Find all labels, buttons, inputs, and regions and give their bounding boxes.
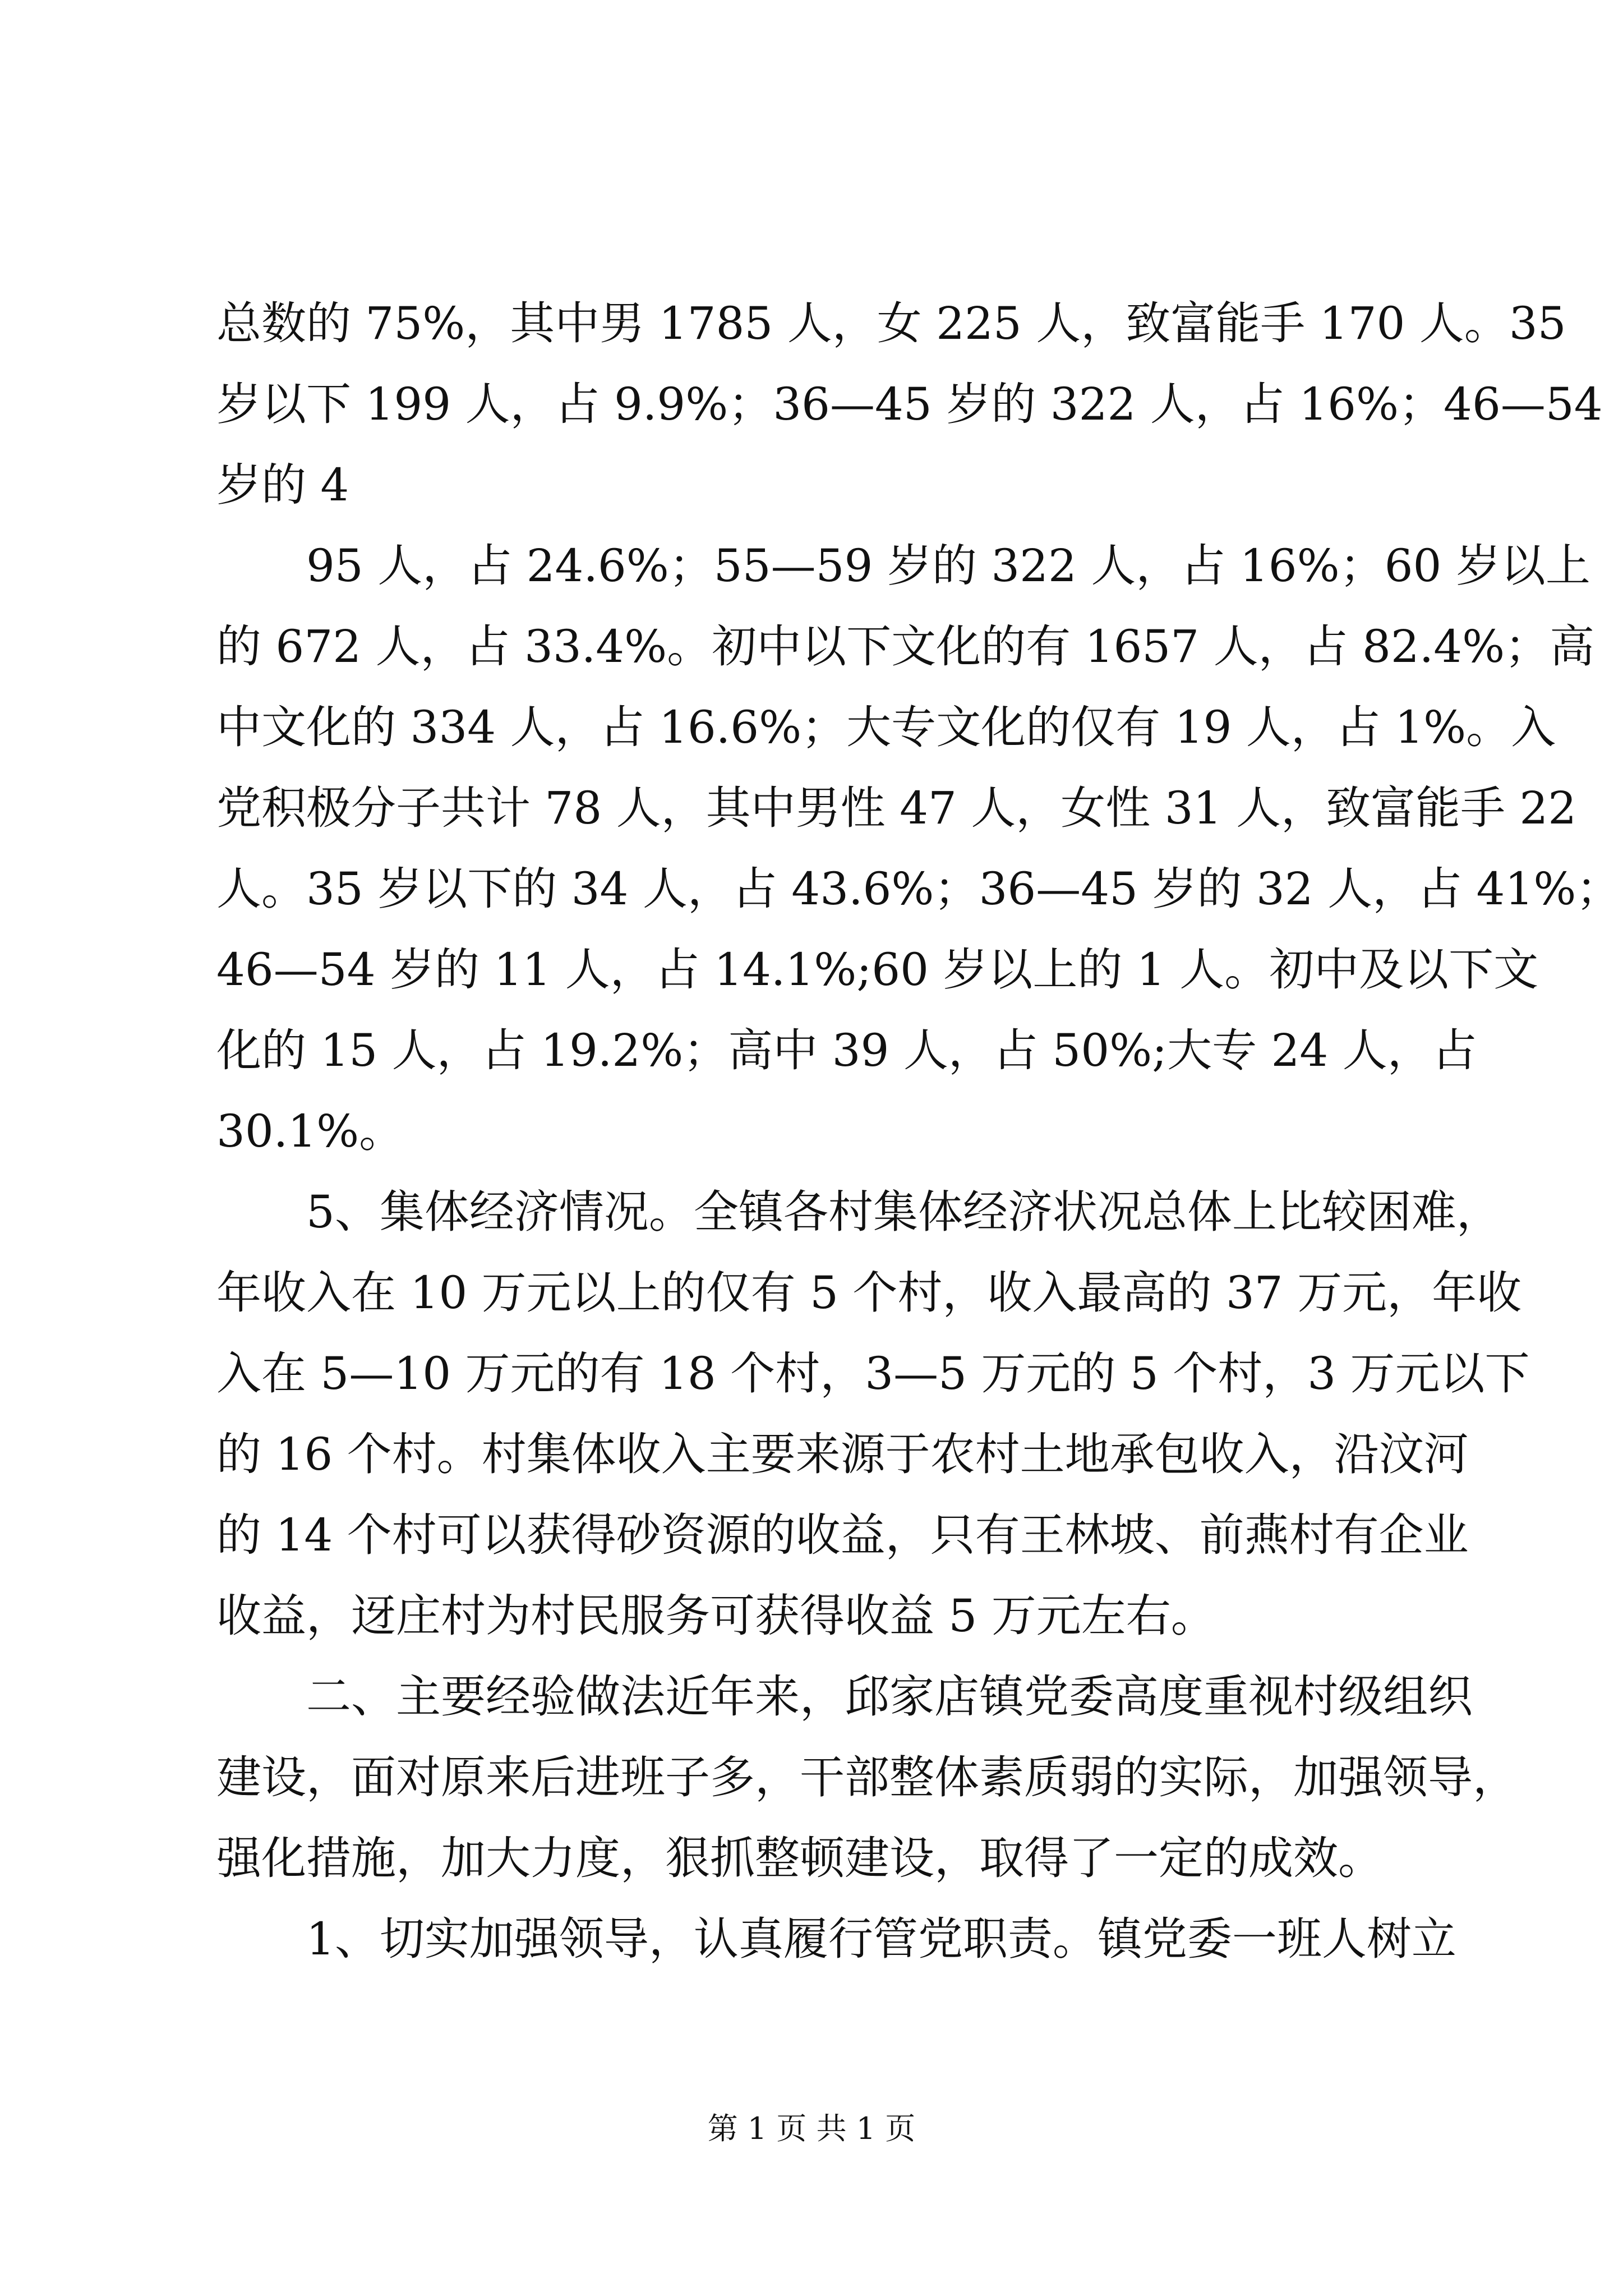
text-line: 化的 15 人，占 19.2%；高中 39 人，占 50%;大专 24 人，占 (216, 1024, 1477, 1076)
text-line: 强化措施，加大力度，狠抓整顿建设，取得了一定的成效。 (216, 1832, 1383, 1884)
paragraph (216, 526, 1621, 1172)
text-line: 人。35 岁以下的 34 人，占 43.6%；36—45 岁的 32 人，占 41%； (216, 863, 1621, 915)
paragraph (216, 1657, 1518, 1899)
paragraph (216, 283, 1603, 526)
text-line: 1、切实加强领导，认真履行管党职责。镇党委一班人树立 (216, 1913, 1456, 1965)
text-line: 二、主要经验做法近年来，邱家店镇党委高度重视村级组织 (216, 1671, 1473, 1723)
text-line: 中文化的 334 人，占 16.6%；大专文化的仅有 19 人，占 1%。入 (216, 701, 1556, 753)
text-line: 年收入在 10 万元以上的仅有 5 个村，收入最高的 37 万元，年收 (216, 1267, 1522, 1319)
text-line: 30.1%。 (216, 1105, 404, 1157)
page-footer: 第 1 页 共 1 页 (707, 2111, 916, 2146)
document-body (216, 283, 1621, 1980)
text-line: 岁以下 199 人，占 9.9%；36—45 岁的 322 人，占 16%；46—54 (216, 378, 1603, 430)
text-line: 建设，面对原来后进班子多，干部整体素质弱的实际，加强领导， (216, 1751, 1518, 1803)
text-line: 46—54 岁的 11 人，占 14.1%;60 岁以上的 1 人。初中及以下文 (216, 944, 1539, 996)
text-line: 的 672 人，占 33.4%。初中以下文化的有 1657 人，占 82.4%；高 (216, 620, 1595, 673)
text-line: 的 16 个村。村集体收入主要来源于农村土地承包收入，沿汶河 (216, 1428, 1469, 1480)
paragraph (216, 1172, 1530, 1657)
text-line: 5、集体经济情况。全镇各村集体经济状况总体上比较困难， (216, 1186, 1501, 1238)
text-line: 总数的 75%，其中男 1785 人，女 225 人，致富能手 170 人。35 (216, 297, 1566, 349)
text-line: 的 14 个村可以获得砂资源的收益，只有王林坡、前燕村有企业 (216, 1509, 1469, 1561)
text-line: 入在 5—10 万元的有 18 个村，3—5 万元的 5 个村，3 万元以下 (216, 1347, 1530, 1400)
text-line: 岁的 4 (216, 459, 349, 511)
paragraph (216, 1899, 1456, 1980)
text-line: 党积极分子共计 78 人，其中男性 47 人，女性 31 人，致富能手 22 (216, 782, 1577, 834)
text-line: 95 人，占 24.6%；55—59 岁的 322 人，占 16%；60 岁以上 (216, 540, 1590, 592)
text-line: 收益，迓庄村为村民服务可获得收益 5 万元左右。 (216, 1590, 1216, 1642)
